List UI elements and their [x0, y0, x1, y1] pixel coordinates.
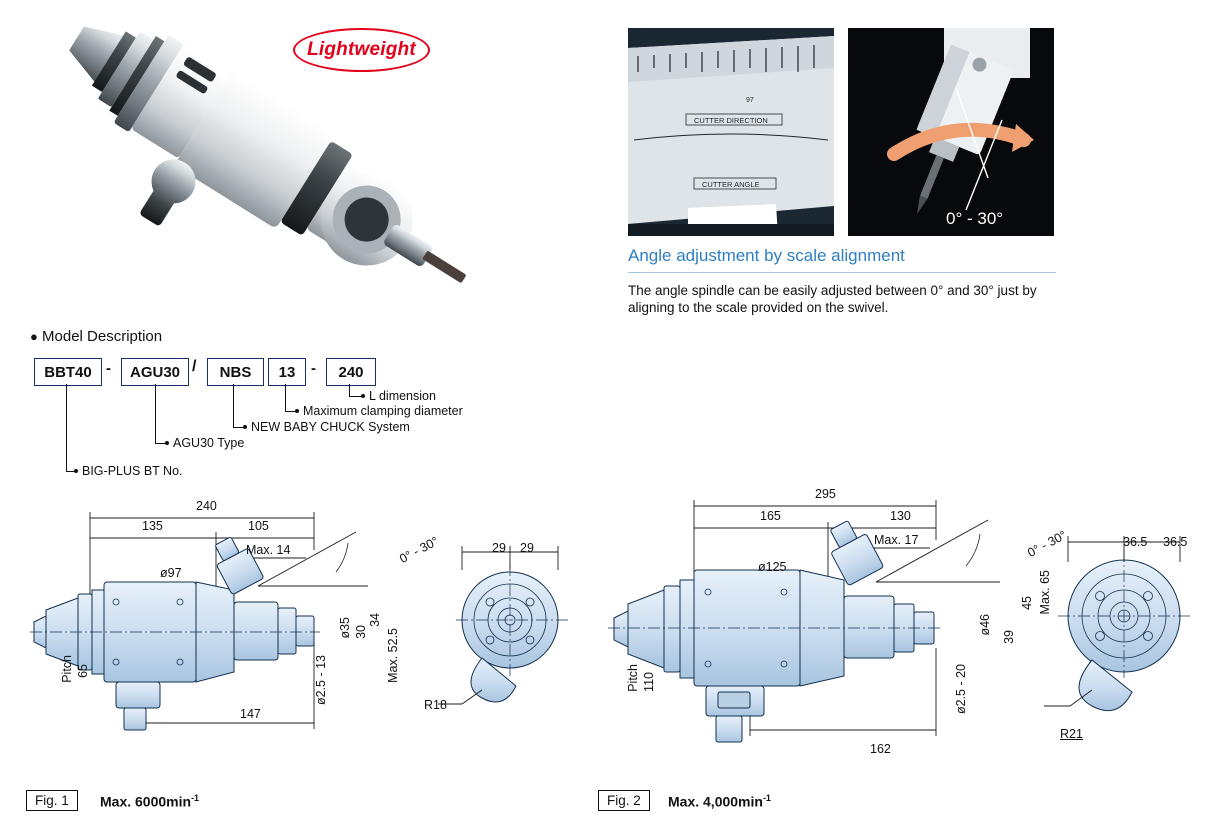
leader-chuck [233, 384, 234, 428]
angle-adjustment-body: The angle spindle can be easily adjusted between 0° and 30° just by aligning to the scale provided on the swivel. [628, 283, 1037, 315]
fig1-dim-max-drop: Max. 52.5 [386, 628, 400, 683]
angle-adjustment-caption: Angle adjustment by scale alignment [628, 246, 905, 265]
fig1-dim-radius: R18 [424, 698, 447, 712]
lightweight-badge [293, 28, 430, 72]
figure-2-max-speed-sup: -1 [762, 793, 771, 803]
callout-clamp-diameter: Maximum clamping diameter [303, 404, 463, 418]
fig1-dim-total: 240 [196, 499, 217, 513]
fig1-dim-bore-dia: ø35 [338, 617, 352, 639]
lightweight-label: Lightweight [307, 39, 416, 60]
svg-text:97: 97 [746, 97, 754, 104]
svg-text:CUTTER ANGLE: CUTTER ANGLE [702, 180, 760, 189]
leader-dot-5 [74, 469, 78, 473]
leader-dot-3 [243, 425, 247, 429]
model-description-heading [30, 328, 162, 345]
fig2-dim-clamp-range: ø2.5 - 20 [954, 664, 968, 715]
callout-big-plus-bt: BIG-PLUS BT No. [82, 464, 183, 478]
scale-closeup-photo [628, 28, 834, 236]
fig2-dim-end-left: 36.5 [1123, 535, 1148, 549]
fig1-dim-pitch-label: Pitch [60, 655, 74, 683]
figure-1-drawing [20, 490, 600, 770]
fig2-dim-body-dia: ø125 [758, 560, 787, 574]
fig2-dim-max-drop: Max. 65 [1038, 570, 1052, 615]
fig2-dim-right: 130 [890, 509, 911, 523]
fig1-dim-lower-length: 147 [240, 707, 261, 721]
fig2-dim-left: 165 [760, 509, 781, 523]
figure-2-max-speed-text: Max. 4,000min [668, 793, 763, 810]
callout-l-dimension: L dimension [369, 389, 436, 403]
figure-1-tag: Fig. 1 [26, 790, 78, 811]
fig2-dim-pitch-label: Pitch [626, 664, 640, 692]
caption-divider [628, 272, 1056, 273]
leader-dot-1 [361, 394, 365, 398]
fig2-dim-radius: R21 [1060, 727, 1083, 741]
model-description-title: Model Description [42, 328, 163, 345]
fig2-dim-lower-length: 162 [870, 742, 891, 756]
product-photo [10, 10, 510, 300]
fig1-dim-angle: 0° - 30° [397, 533, 441, 567]
leader-clamp-dia [285, 384, 286, 412]
fig1-dim-drop-b: 34 [368, 613, 382, 627]
angle-rotation-illustration [848, 28, 1054, 236]
angle-head-spindle-illustration [10, 10, 510, 310]
code-part-clamp-dia: 13 [268, 358, 306, 386]
fig1-dim-left: 135 [142, 519, 163, 533]
fig1-dim-end-left: 29 [492, 541, 506, 555]
angle-rotation-photo [848, 28, 1054, 236]
figure-1-max-speed [100, 793, 199, 810]
scale-closeup-illustration [628, 28, 834, 236]
code-part-chuck: NBS [207, 358, 264, 386]
fig1-dim-clamp-range: ø2.5 - 13 [314, 655, 328, 706]
code-part-type: AGU30 [121, 358, 189, 386]
fig1-dim-right: 105 [248, 519, 269, 533]
figure-1-svg [20, 490, 600, 770]
fig1-dim-pitch-value: 65 [76, 664, 90, 678]
figure-2-max-speed [668, 793, 771, 810]
callout-chuck-system: NEW BABY CHUCK System [251, 420, 410, 434]
fig2-dim-end-right: 36.5 [1163, 535, 1188, 549]
code-slash: / [192, 358, 197, 375]
bullet-icon: ● [30, 329, 38, 344]
figure-1-max-speed-sup: -1 [191, 793, 200, 803]
fig2-dim-total: 295 [815, 487, 836, 501]
code-part-bt-no: BBT40 [34, 358, 102, 386]
callout-agu30-type: AGU30 Type [173, 436, 245, 450]
fig2-dim-bore-dia: ø46 [978, 614, 992, 636]
figure-2-tag: Fig. 2 [598, 790, 650, 811]
leader-bt-no [66, 384, 67, 472]
code-part-l-dim: 240 [326, 358, 376, 386]
leader-dot-4 [165, 441, 169, 445]
leader-type [155, 384, 156, 444]
fig2-dim-max-travel: Max. 17 [874, 533, 919, 547]
figure-1-max-speed-text: Max. 6000min [100, 793, 192, 810]
fig1-dim-end-right: 29 [520, 541, 534, 555]
fig1-dim-max-travel: Max. 14 [246, 543, 291, 557]
fig2-dim-drop-a: 39 [1002, 630, 1016, 644]
fig2-dim-pitch-value: 110 [642, 672, 656, 692]
fig1-dim-drop-a: 30 [354, 625, 368, 639]
angle-overlay-text: 0° - 30° [946, 209, 1004, 228]
svg-text:CUTTER DIRECTION: CUTTER DIRECTION [694, 116, 768, 125]
code-dash-1: - [106, 360, 111, 377]
fig1-dim-body-dia: ø97 [160, 566, 182, 580]
code-dash-2: - [311, 360, 316, 377]
fig2-dim-angle: 0° - 30° [1025, 527, 1069, 561]
leader-dot-2 [295, 409, 299, 413]
fig2-dim-drop-b: 45 [1020, 596, 1034, 610]
